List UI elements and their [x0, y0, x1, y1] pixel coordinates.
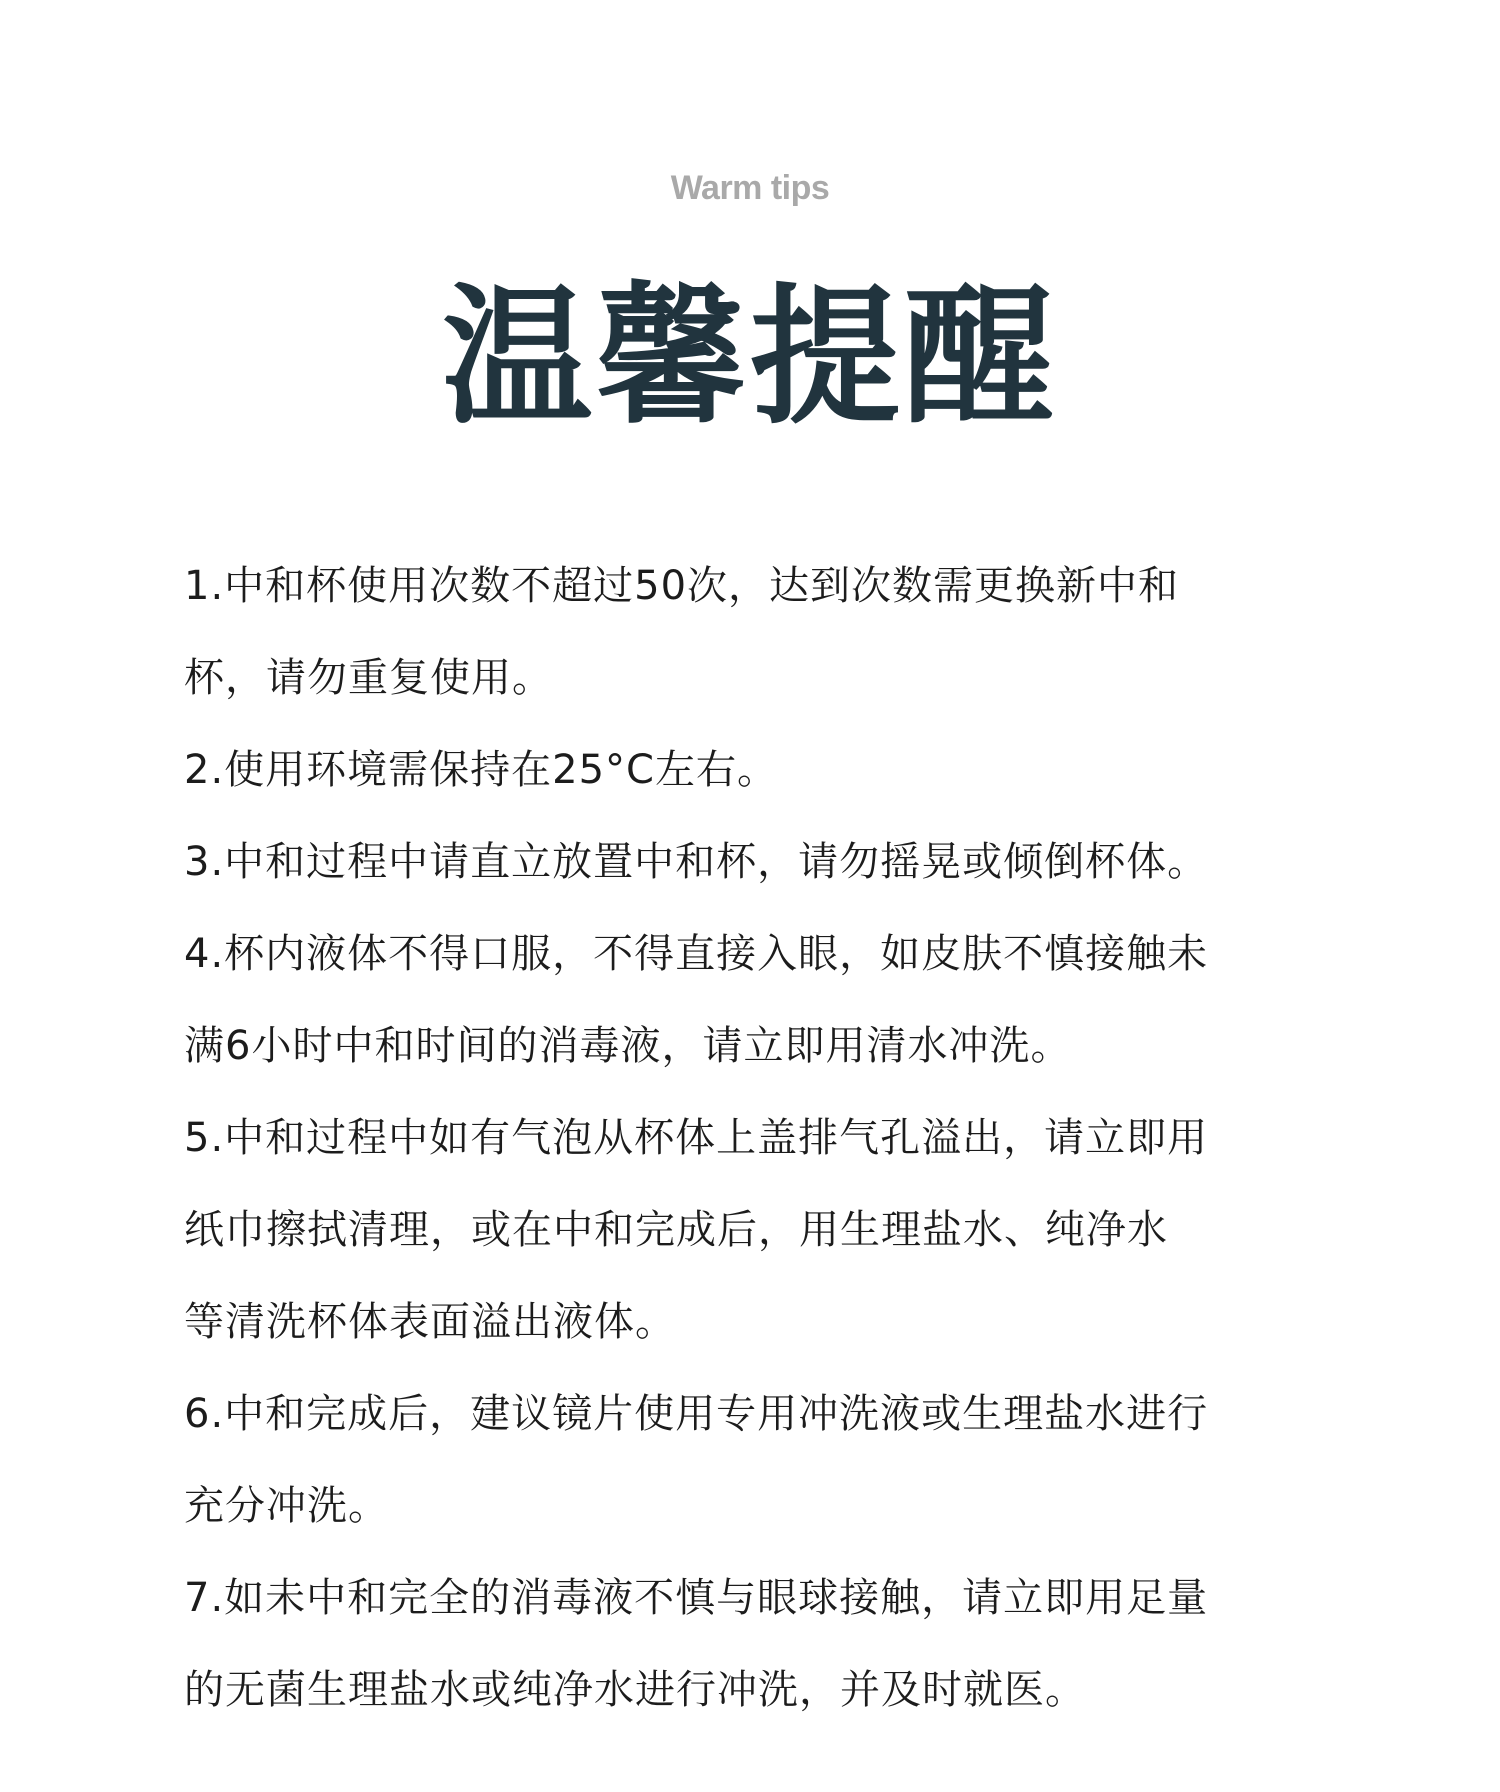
tip-item-7 [184, 1552, 1334, 1736]
tip-line: 3.中和过程中请直立放置中和杯，请勿摇晃或倾倒杯体。 [184, 839, 1209, 885]
tip-item-3 [184, 816, 1334, 908]
tip-line: 充分冲洗。 [184, 1483, 389, 1529]
tip-line: 2.使用环境需保持在25°C左右。 [184, 747, 778, 793]
tip-line: 4.杯内液体不得口服，不得直接入眼，如皮肤不慎接触未 [184, 931, 1209, 977]
tip-line: 等清洗杯体表面溢出液体。 [184, 1299, 676, 1345]
tip-item-2 [184, 724, 1334, 816]
tip-item-1 [184, 540, 1334, 724]
tip-line: 7.如未中和完全的消毒液不慎与眼球接触，请立即用足量 [184, 1575, 1209, 1621]
tip-item-5 [184, 1092, 1334, 1368]
tip-item-4 [184, 908, 1334, 1092]
tips-list [184, 540, 1334, 1736]
tip-line: 1.中和杯使用次数不超过50次，达到次数需更换新中和 [184, 563, 1180, 609]
tip-line: 6.中和完成后，建议镜片使用专用冲洗液或生理盐水进行 [184, 1391, 1209, 1437]
tip-line: 5.中和过程中如有气泡从杯体上盖排气孔溢出，请立即用 [184, 1115, 1209, 1161]
page-title: 温馨提醒 [441, 271, 1058, 445]
tip-line: 满6小时中和时间的消毒液，请立即用清水冲洗。 [184, 1023, 1072, 1069]
tip-line: 杯，请勿重复使用。 [184, 655, 553, 701]
tip-line: 纸巾擦拭清理，或在中和完成后，用生理盐水、纯净水 [184, 1207, 1168, 1253]
page-subtitle: Warm tips [670, 169, 830, 207]
tip-line: 的无菌生理盐水或纯净水进行冲洗，并及时就医。 [184, 1667, 1086, 1713]
tip-item-6 [184, 1368, 1334, 1552]
